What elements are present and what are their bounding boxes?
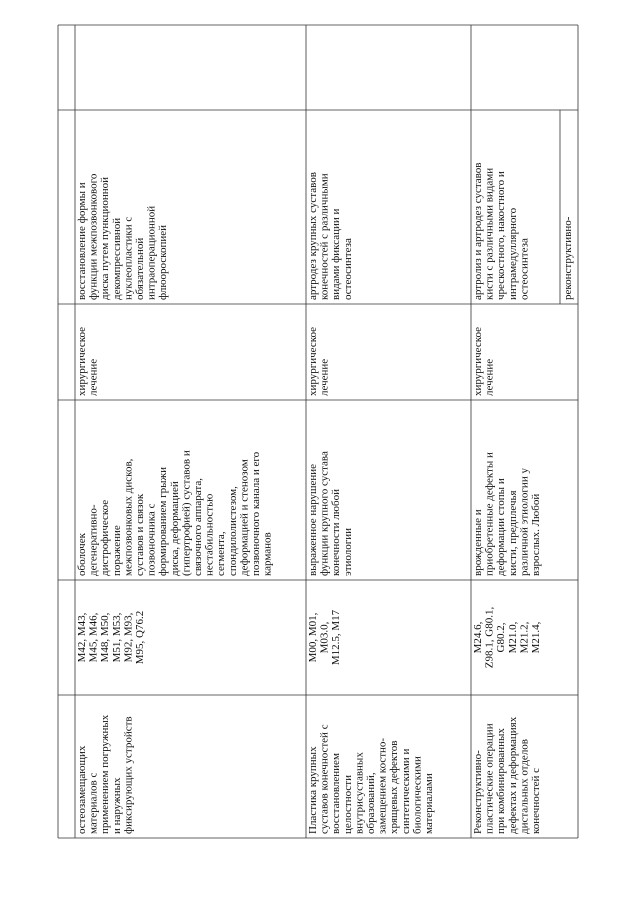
table-cells <box>76 163 574 834</box>
cell-text-line: чрескостного, накостного и <box>495 171 508 300</box>
cell-text-line: и наружных <box>110 777 123 834</box>
cell-text-line: лечение <box>318 358 331 396</box>
cell-text-line: интрамедуллярного <box>506 207 519 300</box>
cell-method <box>472 163 530 300</box>
cell-text-line: дистрофическое <box>99 499 112 576</box>
cell-text-line: выраженное нарушение <box>307 464 319 576</box>
cell-section <box>472 716 542 834</box>
cell-text-line: различной этиологии у <box>518 468 531 576</box>
cell-text-line: суставов конечностей с <box>318 724 331 834</box>
cell-codes <box>472 607 542 669</box>
cell-text-line: M45, M46, <box>87 612 100 663</box>
cell-method <box>76 173 169 300</box>
cell-codes <box>76 611 146 664</box>
cell-text-line: M92, M93, <box>122 612 135 663</box>
cell-text-line: материалов с <box>87 772 100 834</box>
cell-text-line: целостности <box>341 775 354 834</box>
table-grid <box>58 25 578 838</box>
cell-text-line: функции межпозвонкового <box>87 173 100 300</box>
cell-text-line: применением погружных <box>99 714 112 834</box>
cell-text-line: синтетическими и <box>399 748 412 834</box>
cell-text-line: хирургическое <box>472 326 484 396</box>
cell-text-line: формированием грыжи <box>157 467 170 576</box>
cell-text-line: диска путем пункционной <box>99 176 112 300</box>
cell-text-line: кисти, предплечья <box>506 490 519 576</box>
cell-text-line: фиксирующих устройств <box>122 716 135 834</box>
cell-text-line: материалами <box>423 773 435 834</box>
cell-text-line: биологическими <box>411 756 424 834</box>
cell-text-line: остеосинтеза <box>341 238 354 300</box>
cell-text-line: M21.4, <box>530 621 542 654</box>
cell-text-line: спондилолистезом, <box>226 486 239 576</box>
cell-text-line: суставов и связок <box>134 493 146 576</box>
cell-text-line: восстановлением <box>330 753 343 834</box>
cell-text-line: Z98.1, G80.1, <box>483 606 496 669</box>
cell-text-line: дегенеративно- <box>87 504 100 576</box>
cell-text-line: поражение <box>110 525 123 576</box>
cell-text-line: хирургическое <box>307 326 319 396</box>
cell-treatment <box>472 327 496 396</box>
cell-text-line: диска, деформацией <box>168 481 181 576</box>
cell-text-line: реконструктивно- <box>562 216 574 300</box>
cell-text-line: нуклеопластики с <box>122 216 135 300</box>
cell-text-line: конечностей с различными <box>318 173 331 300</box>
cell-text-line: образований, <box>365 772 377 834</box>
cell-text-line: при комбинированных <box>495 728 508 834</box>
cell-text-line: M21.2, <box>518 621 531 654</box>
cell-text-line: декомпрессивной <box>110 217 123 300</box>
cell-text-line: M51, M53, <box>110 612 123 663</box>
cell-text-line: хрящевых дефектов <box>388 740 401 834</box>
cell-text-line: нестабильностью <box>203 493 216 576</box>
cell-text-line: конечностей с <box>530 767 542 834</box>
cell-text-line: артродез крупных суставов <box>307 172 319 300</box>
cell-text-line: кисти с различными видами <box>483 167 496 300</box>
cell-diagnosis <box>307 451 354 576</box>
cell-text-line: M00, M01, <box>307 612 319 663</box>
cell-text-line: (гипертрофией) суставов и <box>180 450 193 576</box>
cell-text-line: дистальных отделов <box>518 739 531 834</box>
cell-text-line: сегмента, <box>215 531 228 576</box>
cell-text-line: деформацией и стенозом <box>238 459 251 576</box>
cell-text-line: оболочек <box>76 533 88 576</box>
cell-codes <box>307 609 342 665</box>
cell-text-line: лечение <box>87 358 100 396</box>
cell-text-line: позвоночника с <box>145 503 158 576</box>
cell-text-line: G80.2, <box>495 622 508 653</box>
cell-text-line: M03.0, <box>318 621 331 654</box>
cell-text-line: врожденные и <box>472 509 484 576</box>
cell-text-line: M42, M43, <box>76 612 88 663</box>
cell-method <box>307 172 354 300</box>
cell-text-line: дефектах и деформациях <box>506 716 519 834</box>
cell-text-line: интраоперационной <box>145 205 158 300</box>
cell-text-line: межпозвонковых дисков, <box>122 458 135 576</box>
cell-text-line: флюороскопией <box>157 224 170 300</box>
cell-text-line: взрослых. Любой <box>530 493 542 576</box>
cell-diagnosis <box>472 452 542 576</box>
cell-text-line: карманов <box>261 532 274 576</box>
cell-text-line: артролиз и артродез суставов <box>472 162 484 300</box>
cell-text-line: M21.0, <box>506 621 519 654</box>
cell-section <box>307 724 435 834</box>
cell-text-line: лечение <box>483 358 496 396</box>
cell-text-line: M12.5, M17 <box>330 609 343 666</box>
cell-text-line: восстановление формы и <box>76 182 88 300</box>
cell-text-line: связочного аппарата, <box>192 478 204 576</box>
cell-treatment <box>307 327 331 396</box>
cell-text-line: хирургическое <box>76 326 88 396</box>
cell-text-line: этиологии <box>341 527 354 576</box>
cell-section <box>76 714 134 834</box>
cell-text-line: внутрисуставных <box>353 752 366 834</box>
cell-text-line: Пластика крупных <box>307 746 319 834</box>
cell-text-line: Реконструктивно- <box>472 750 484 834</box>
cell-text-line: обязательной <box>134 237 146 300</box>
cell-text-line: пластические операции <box>483 723 496 834</box>
cell-treatment <box>76 327 100 396</box>
cell-text-line: M95, Q76.2 <box>134 610 146 665</box>
cell-text-line: приобретенные дефекты и <box>483 452 496 576</box>
cell-text-line: деформации стопы и <box>495 478 508 576</box>
cell-text-line: остеосинтеза <box>518 238 531 300</box>
cell-text-line: функции крупного сустава <box>318 451 331 576</box>
cell-text-line: видами фиксации и <box>330 208 343 300</box>
cell-text-line: M48, M50, <box>99 612 112 663</box>
cell-text-line: позвоночного канала и его <box>250 451 262 576</box>
cell-diagnosis <box>76 450 274 576</box>
cell-text-line: конечности любой <box>330 489 343 576</box>
cell-text-line: остеозамещающих <box>76 745 88 834</box>
cell-text-line: замещением костно- <box>376 737 389 834</box>
cell-text-line: M24.6, <box>472 621 484 654</box>
